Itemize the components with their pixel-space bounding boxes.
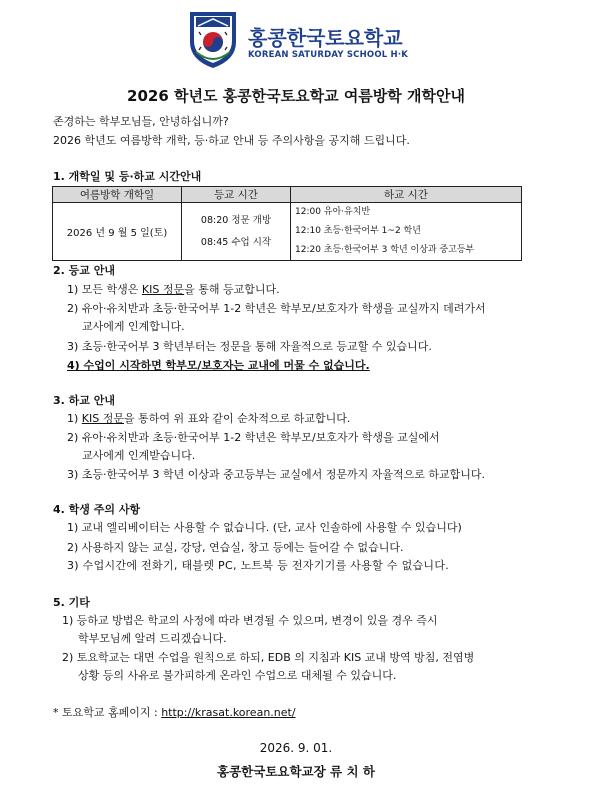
list-item-emphasis: 4) 수업이 시작하면 학부모/보호자는 교내에 머물 수 없습니다. <box>67 359 370 372</box>
list-item <box>67 283 280 297</box>
list-item: 1) 교내 엘리베이터는 사용할 수 없습니다. (단, 교사 인솔하에 사용할 수 있습니다) <box>67 521 462 534</box>
homepage-label: * 토요학교 홈페이지 : <box>53 706 162 719</box>
list-item: 3) 초등·한국어부 3 학년부터는 정문을 통해 자율적으로 등교할 수 있습니다. <box>67 340 432 353</box>
school-name-english: KOREAN SATURDAY SCHOOL H·K <box>248 50 409 60</box>
greeting-line: 2026 학년도 여름방학 개학, 등·하교 안내 등 주의사항을 공지해 드립니다. <box>53 134 410 147</box>
list-item-text: 을 통해 등교합니다. <box>184 283 280 296</box>
table-header-cell: 등교 시간 <box>182 187 291 203</box>
kis-gate-text: KIS 정문 <box>81 412 124 425</box>
notice-date: 2026. 9. 01. <box>259 741 333 755</box>
list-item: 2) 토요학교는 대면 수업을 원칙으로 하되, EDB 의 지침과 KIS 교내 방역 방침, 전염병 <box>62 651 475 664</box>
list-item: 교사에게 인계받습니다. <box>82 449 196 462</box>
page-title: 2026 학년도 홍콩한국토요학교 여름방학 개학안내 <box>127 87 465 105</box>
section-heading: 2. 등교 안내 <box>53 264 115 277</box>
table-header-row <box>53 187 522 203</box>
list-item: 3) 초등·한국어부 3 학년 이상과 중고등부는 교실에서 정문까지 자율적으로 하교합니다. <box>67 468 486 481</box>
dismissal-time: 12:20 초등·한국어부 3 학년 이상과 중고등부 <box>295 245 475 255</box>
list-item: 2) 유아·유치반과 초등·한국어부 1-2 학년은 학부모/보호자가 학생을 교실까지 데려가서 <box>67 302 486 315</box>
arrival-time: 08:20 정문 개방 <box>200 214 272 226</box>
dismissal-time-cell <box>291 203 522 261</box>
principal-signature: 홍콩한국토요학교장 류 치 하 <box>217 764 375 779</box>
list-item: 학부모님께 알려 드리겠습니다. <box>78 632 227 645</box>
school-header <box>182 8 422 70</box>
section-heading: 1. 개학일 및 등·하교 시간안내 <box>53 170 202 183</box>
list-item: 3) 수업시간에 전화기, 태블렛 PC, 노트북 등 전자기기를 사용할 수 없습니다. <box>67 559 450 572</box>
list-item-text: 1) 모든 학생은 <box>67 283 142 296</box>
homepage-line <box>53 706 296 720</box>
table-row <box>53 203 522 261</box>
arrival-time: 08:45 수업 시작 <box>200 236 272 248</box>
list-item <box>67 412 350 426</box>
list-item: 상황 등의 사유로 불가피하게 온라인 수업으로 대체될 수 있습니다. <box>78 669 397 682</box>
homepage-link[interactable]: http://krasat.korean.net/ <box>161 706 296 719</box>
list-item: 2) 유아·유치반과 초등·한국어부 1-2 학년은 학부모/보호자가 학생을 교실에서 <box>67 431 440 444</box>
list-item: 1) 등하교 방법은 학교의 사정에 따라 변경될 수 있으며, 변경이 있을 경우 즉시 <box>62 614 438 627</box>
section-heading: 3. 하교 안내 <box>53 394 115 407</box>
dismissal-time: 12:10 초등·한국어부 1~2 학년 <box>295 226 421 236</box>
list-item: 2) 사용하지 않는 교실, 강당, 연습실, 창고 등에는 들어갈 수 없습니다. <box>67 541 404 554</box>
table-header-cell: 여름방학 개학일 <box>53 187 182 203</box>
arrival-time-cell <box>182 203 291 261</box>
greeting-line: 존경하는 학부모님들, 안녕하십니까? <box>53 115 229 128</box>
dismissal-time: 12:00 유아·유치반 <box>295 207 371 217</box>
section-heading: 5. 기타 <box>53 596 90 609</box>
reopen-date-cell: 2026 년 9 월 5 일(토) <box>53 203 182 261</box>
table-header-cell: 하교 시간 <box>291 187 522 203</box>
school-emblem-icon <box>182 8 244 70</box>
school-name-korean: 홍콩한국토요학교 <box>248 26 403 50</box>
list-item-text: 을 통하여 위 표와 같이 순차적으로 하교합니다. <box>124 412 351 425</box>
list-item-text: 1) <box>67 412 82 425</box>
schedule-table <box>52 186 522 261</box>
section-heading: 4. 학생 주의 사항 <box>53 503 141 516</box>
kis-gate-text: KIS 정문 <box>141 283 185 296</box>
list-item: 교사에게 인계합니다. <box>82 320 185 333</box>
